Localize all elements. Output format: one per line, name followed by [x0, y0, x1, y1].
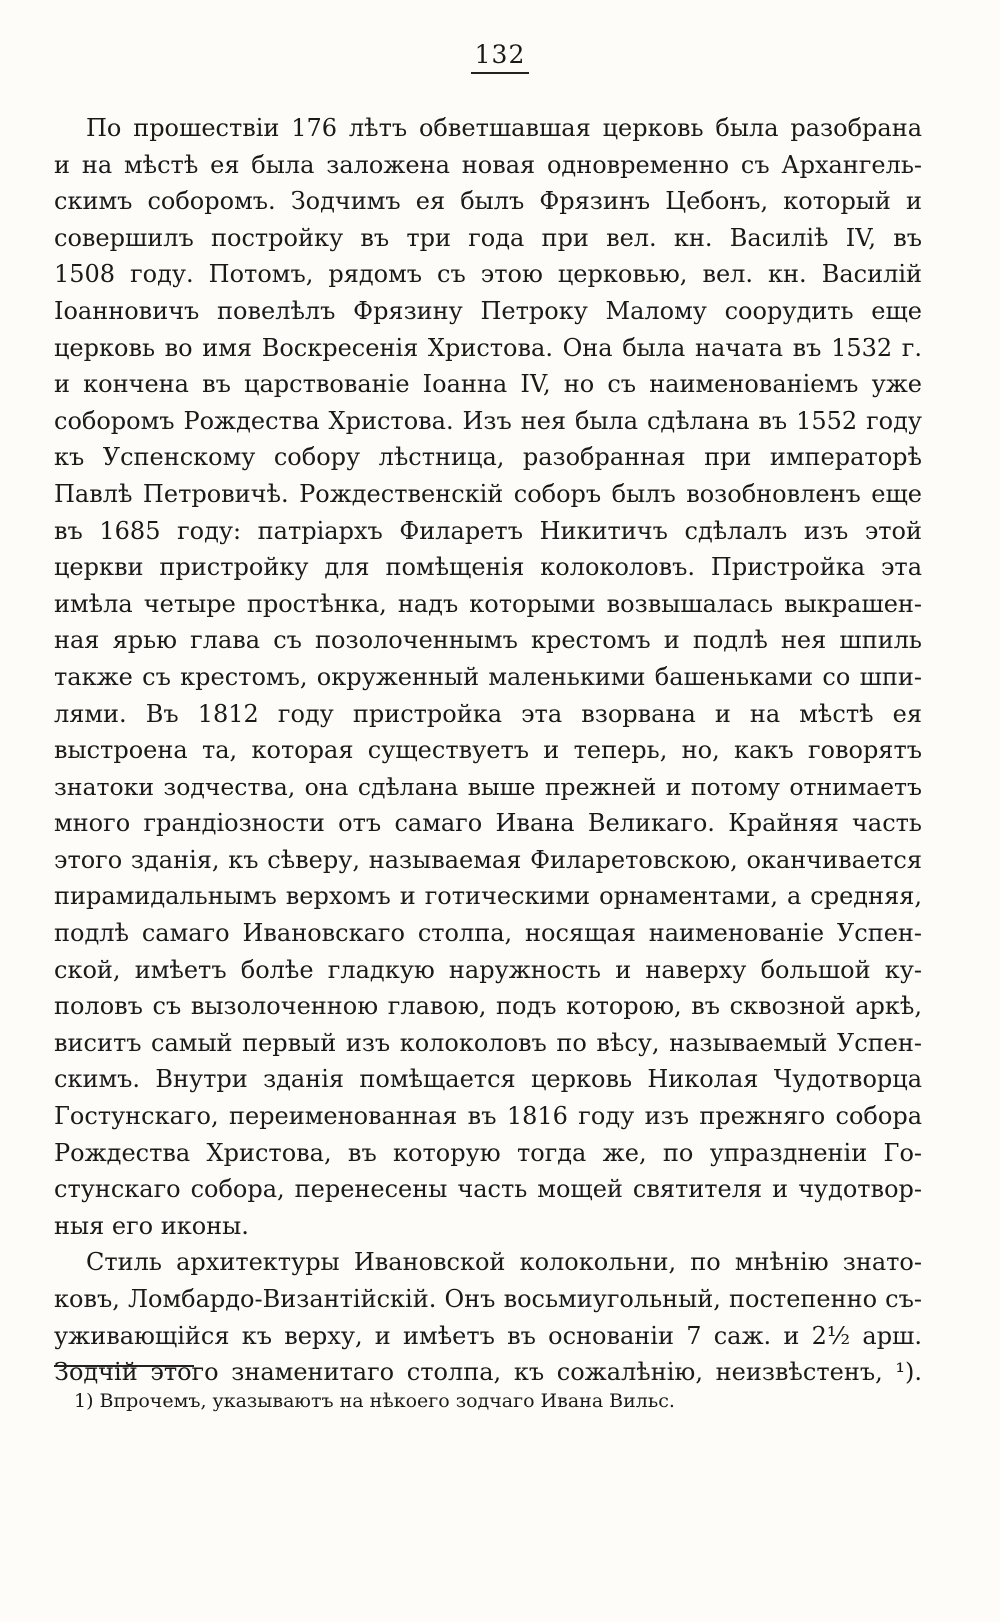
text-line: Павлѣ Петровичѣ. Рождественскій соборъ былъ возобновленъ еще — [54, 479, 922, 508]
text-line: По прошествіи 176 лѣтъ обветшавшая церковь была разобрана — [86, 114, 922, 142]
text-line: церкви пристройку для помѣщенія колоколовъ. Пристройка эта — [54, 553, 922, 582]
text-line: Зодчій этого знаменитаго столпа, къ сожалѣнію, неизвѣстенъ, ¹). — [54, 1358, 922, 1387]
text-line: въ 1685 году: патріархъ Филаретъ Никитичъ сдѣлалъ изъ этой — [54, 516, 922, 545]
text-line: ской, имѣетъ болѣе гладкую наружность и наверху большой ку- — [54, 955, 922, 984]
text-line: ныя его иконы. — [54, 1211, 249, 1240]
text-line: къ Успенскому собору лѣстница, разобранная при императорѣ — [54, 443, 922, 472]
text-line: лями. Въ 1812 году пристройка эта взорвана и на мѣстѣ ея — [54, 699, 922, 728]
text-line: и кончена въ царствованіе Іоанна IV, но съ наименованіемъ уже — [54, 370, 922, 399]
text-line: также съ крестомъ, окруженный маленькими башеньками со шпи- — [54, 662, 922, 691]
text-line: скимъ. Внутри зданія помѣщается церковь Николая Чудотворца — [54, 1065, 922, 1094]
text-line: много грандіозности отъ самаго Ивана Великаго. Крайняя часть — [54, 809, 922, 838]
text-line: стунскаго собора, перенесены часть мощей святителя и чудотвор- — [54, 1175, 922, 1204]
footnote: 1) Впрочемъ, указываютъ на нѣкоего зодчаго Ивана Вильс. — [74, 1390, 675, 1412]
body-text — [54, 110, 922, 1391]
text-line: имѣла четыре простѣнка, надъ которыми возвышалась выкрашен- — [54, 589, 922, 618]
text-line: Гостунскаго, переименованная въ 1816 году изъ прежняго собора — [54, 1102, 922, 1131]
footnote-divider — [54, 1365, 194, 1367]
text-line: ковъ, Ломбардо-Византійскій. Онъ восьмиугольный, постепенно съ- — [54, 1285, 922, 1313]
text-line: выстроена та, которая существуетъ и теперь, но, какъ говорятъ — [54, 736, 922, 765]
text-line: половъ съ вызолоченною главою, подъ которою, въ сквозной аркѣ, — [54, 992, 922, 1021]
text-line: Стиль архитектуры Ивановской колокольни, по мнѣнію знато- — [86, 1248, 922, 1277]
text-line: совершилъ постройку въ три года при вел. кн. Василіѣ IV, въ — [54, 223, 922, 252]
text-line: уживающійся къ верху, и имѣетъ въ основаніи 7 саж. и 2½ арш. — [54, 1321, 922, 1350]
text-line: Іоанновичъ повелѣлъ Фрязину Петроку Малому соорудить еще — [54, 296, 922, 325]
page-number — [0, 40, 1000, 69]
text-line: пирамидальнымъ верхомъ и готическими орнаментами, а средняя, — [54, 882, 922, 911]
text-line: Рождества Христова, въ которую тогда же, по упраздненіи Го- — [54, 1138, 922, 1167]
text-line: виситъ самый первый изъ колоколовъ по вѣсу, называемый Успен- — [54, 1028, 922, 1057]
text-line: и на мѣстѣ ея была заложена новая одновременно съ Архангель- — [54, 150, 922, 179]
text-line: знатоки зодчества, она сдѣлана выше прежней и потому отнимаетъ — [54, 772, 922, 801]
text-line: 1508 году. Потомъ, рядомъ съ этою церковью, вел. кн. Василій — [54, 260, 922, 289]
page-number-text: 132 — [471, 40, 530, 74]
text-line: этого зданія, къ сѣверу, называемая Филаретовскою, оканчивается — [54, 845, 922, 874]
text-line: ная ярью глава съ позолоченнымъ крестомъ и подлѣ нея шпиль — [54, 626, 922, 655]
text-line: подлѣ самаго Ивановскаго столпа, носящая наименованіе Успен- — [54, 919, 922, 948]
text-line: скимъ соборомъ. Зодчимъ ея былъ Фрязинъ Цебонъ, который и — [54, 187, 922, 216]
text-line: соборомъ Рождества Христова. Изъ нея была сдѣлана въ 1552 году — [54, 406, 922, 435]
text-line: церковь во имя Воскресенія Христова. Она была начата въ 1532 г. — [54, 333, 922, 362]
